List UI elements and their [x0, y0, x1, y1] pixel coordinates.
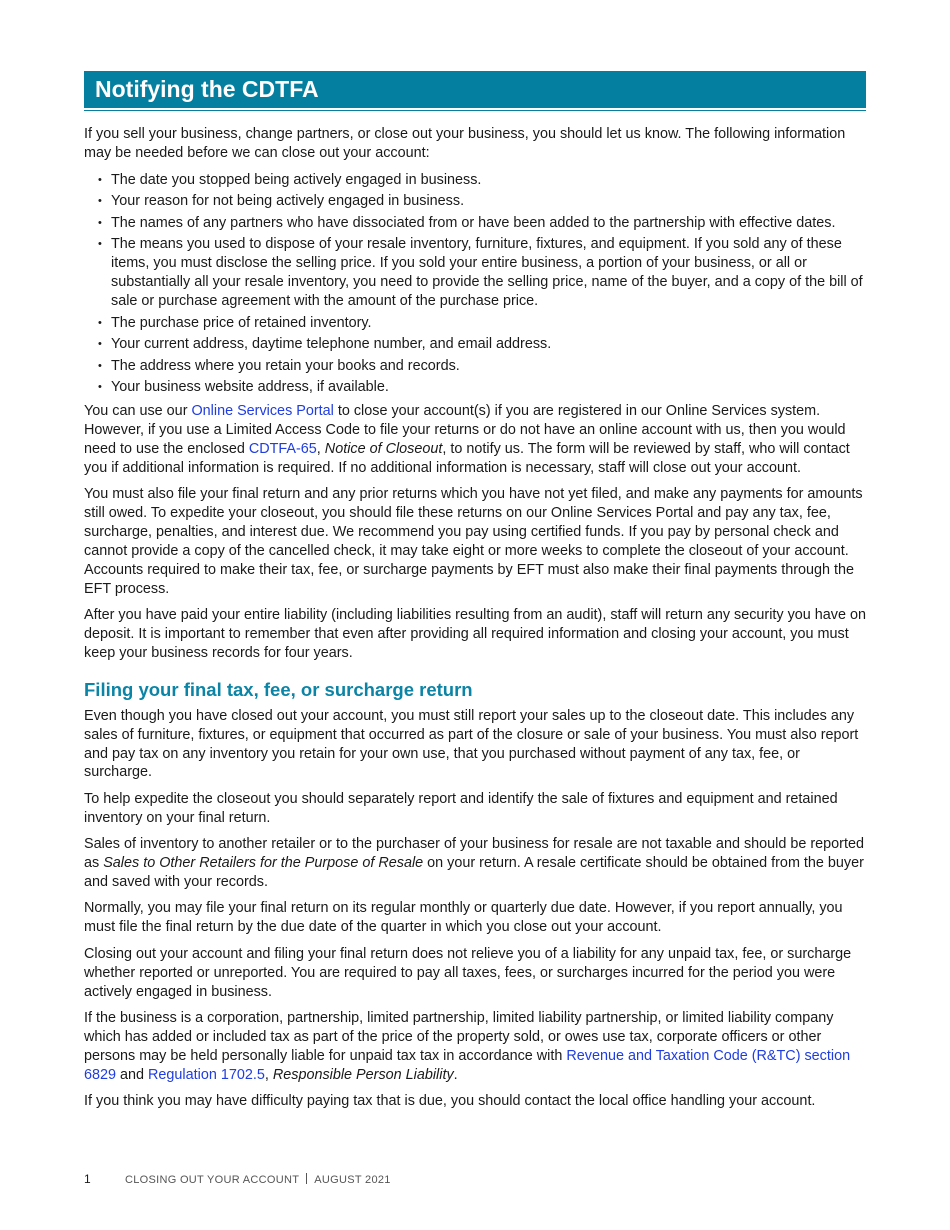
list-item: • The address where you retain your books and records. [98, 357, 460, 374]
form-title: Notice of Closeout [324, 440, 443, 457]
bullet-icon: • [98, 238, 102, 251]
regulation-title: Responsible Person Liability [272, 1066, 454, 1083]
bullet-icon: • [98, 195, 102, 208]
page-title: Notifying the CDTFA [95, 76, 319, 102]
rtc-6829-link[interactable]: Revenue and Taxation Code (R&TC) section 6829 [84, 1047, 851, 1083]
bullet-icon: • [98, 316, 102, 329]
list-item: • Your business website address, if available. [98, 379, 389, 396]
list-item: • The date you stopped being actively engaged in business. [98, 171, 482, 188]
resale-line-title: Sales to Other Retailers for the Purpose of Resale [103, 855, 424, 872]
due-date-paragraph: Normally, you may file your final return on its regular monthly or quarterly due date. However, if you report annually, you must file the final return by the due date of the quarter in which you close out your account. [84, 900, 843, 936]
bullet-icon: • [98, 381, 102, 394]
personal-liability-paragraph: If the business is a corporation, partnership, limited partnership, limited liability partnership, or limited liability company which has added or included tax as part of the price of the property sold, or owes use tax, corporate officers or other persons may be held personally liable for unpaid tax tax in accordance with Revenue and Taxation Code (R&TC) section 6829 and Regulation 1702.5, Responsible Person Liability. [84, 1009, 851, 1083]
bullet-icon: • [98, 173, 102, 186]
footer-divider [306, 1173, 307, 1184]
closeout-sales-paragraph: Even though you have closed out your account, you must still report your sales up to the closeout date. This includes any sales of furniture, fixtures, or equipment that occurred as part of the closure or sale of your business. You must also report and pay tax on any inventory you retain for your own use, that you purchased without payment of any tax, fee, or surcharge. [84, 707, 859, 781]
contact-office-paragraph: If you think you may have difficulty paying tax that is due, you should contact the local office handling your account. [84, 1093, 816, 1110]
section-heading: Filing your final tax, fee, or surcharge return [84, 678, 473, 700]
bullet-icon: • [98, 216, 102, 229]
list-item: • The names of any partners who have dissociated from or have been added to the partnership with effective dates. [98, 214, 836, 231]
intro-paragraph: If you sell your business, change partners, or close out your business, you should let us know. The following information may be needed before we can close out your account: [84, 126, 846, 161]
regulation-1702-5-link[interactable]: Regulation 1702.5 [148, 1066, 265, 1083]
list-item: • Your reason for not being actively engaged in business. [98, 193, 465, 210]
banner-rule [84, 110, 866, 111]
final-return-paragraph: You must also file your final return and any prior returns which you have not yet filed, and make any payments for amounts still owed. To expedite your closeout, you should file these returns on our Online Services Portal and pay any tax, fee, surcharge, penalties, and interest due. We recommend you pay using certified funds. If you pay by personal check and cannot provide a copy of the cancelled check, it may take eight or more weeks to complete the closeout of your account. Accounts required to make their tax, fee, or surcharge payments by EFT must also make their final payments through the EFT process. [84, 486, 863, 597]
footer-doc-title: CLOSING OUT YOUR ACCOUNT [124, 1174, 300, 1186]
list-item: • Your current address, daytime telephone number, and email address. [98, 336, 552, 353]
portal-paragraph: You can use our Online Services Portal to close your account(s) if you are registered in our Online Services system. However, if you use a Limited Access Code to file your returns or do not have an online account with us, then you would need to use the enclosed CDTFA-65, Notice of Closeout, to notify us. The form will be reviewed by staff, who will contact you if additional information is required. If no additional information is necessary, staff will close out your account. [84, 402, 850, 476]
page-number: 1 [84, 1172, 91, 1186]
list-item: • The means you used to dispose of your resale inventory, furniture, fixtures, and equipment. If you sold any of these items, you must disclose the selling price. If you sold your entire business, a portion of your business, or all or substantially all your resale inventory, you need to provide the selling price, name of the buyer, and a copy of the bill of sale or purchase agreement with the amount of the purchase price. [98, 236, 863, 310]
liability-paragraph: Closing out your account and filing your final return does not relieve you of a liability for any unpaid tax, fee, or surcharge whether reported or unreported. You are required to pay all taxes, fees, or surcharges incurred for the period you were actively engaged in business. [84, 945, 852, 1000]
online-services-portal-link[interactable]: Online Services Portal [191, 402, 334, 419]
footer-date: AUGUST 2021 [314, 1174, 391, 1186]
resale-paragraph: Sales of inventory to another retailer or to the purchaser of your business for resale are not taxable and should be reported as Sales to Other Retailers for the Purpose of Resale on your return. A resale certificate should be obtained from the buyer and saved with your records. [84, 836, 864, 890]
list-item: • The purchase price of retained inventory. [98, 314, 372, 331]
security-paragraph: After you have paid your entire liability (including liabilities resulting from an audit), staff will return any security you have on deposit. It is important to remember that even after providing all required information and closing your account, you must keep your business records for four years. [84, 607, 867, 661]
page-footer [84, 1172, 391, 1186]
expedite-paragraph: To help expedite the closeout you should separately report and identify the sale of fixtures and equipment and retained inventory on your final return. [84, 790, 838, 826]
bullet-icon: • [98, 338, 102, 351]
cdtfa-65-link[interactable]: CDTFA-65 [248, 440, 317, 457]
page-content [84, 71, 866, 1118]
section-banner [84, 71, 866, 108]
required-info-list [84, 171, 866, 397]
bullet-icon: • [98, 359, 102, 372]
